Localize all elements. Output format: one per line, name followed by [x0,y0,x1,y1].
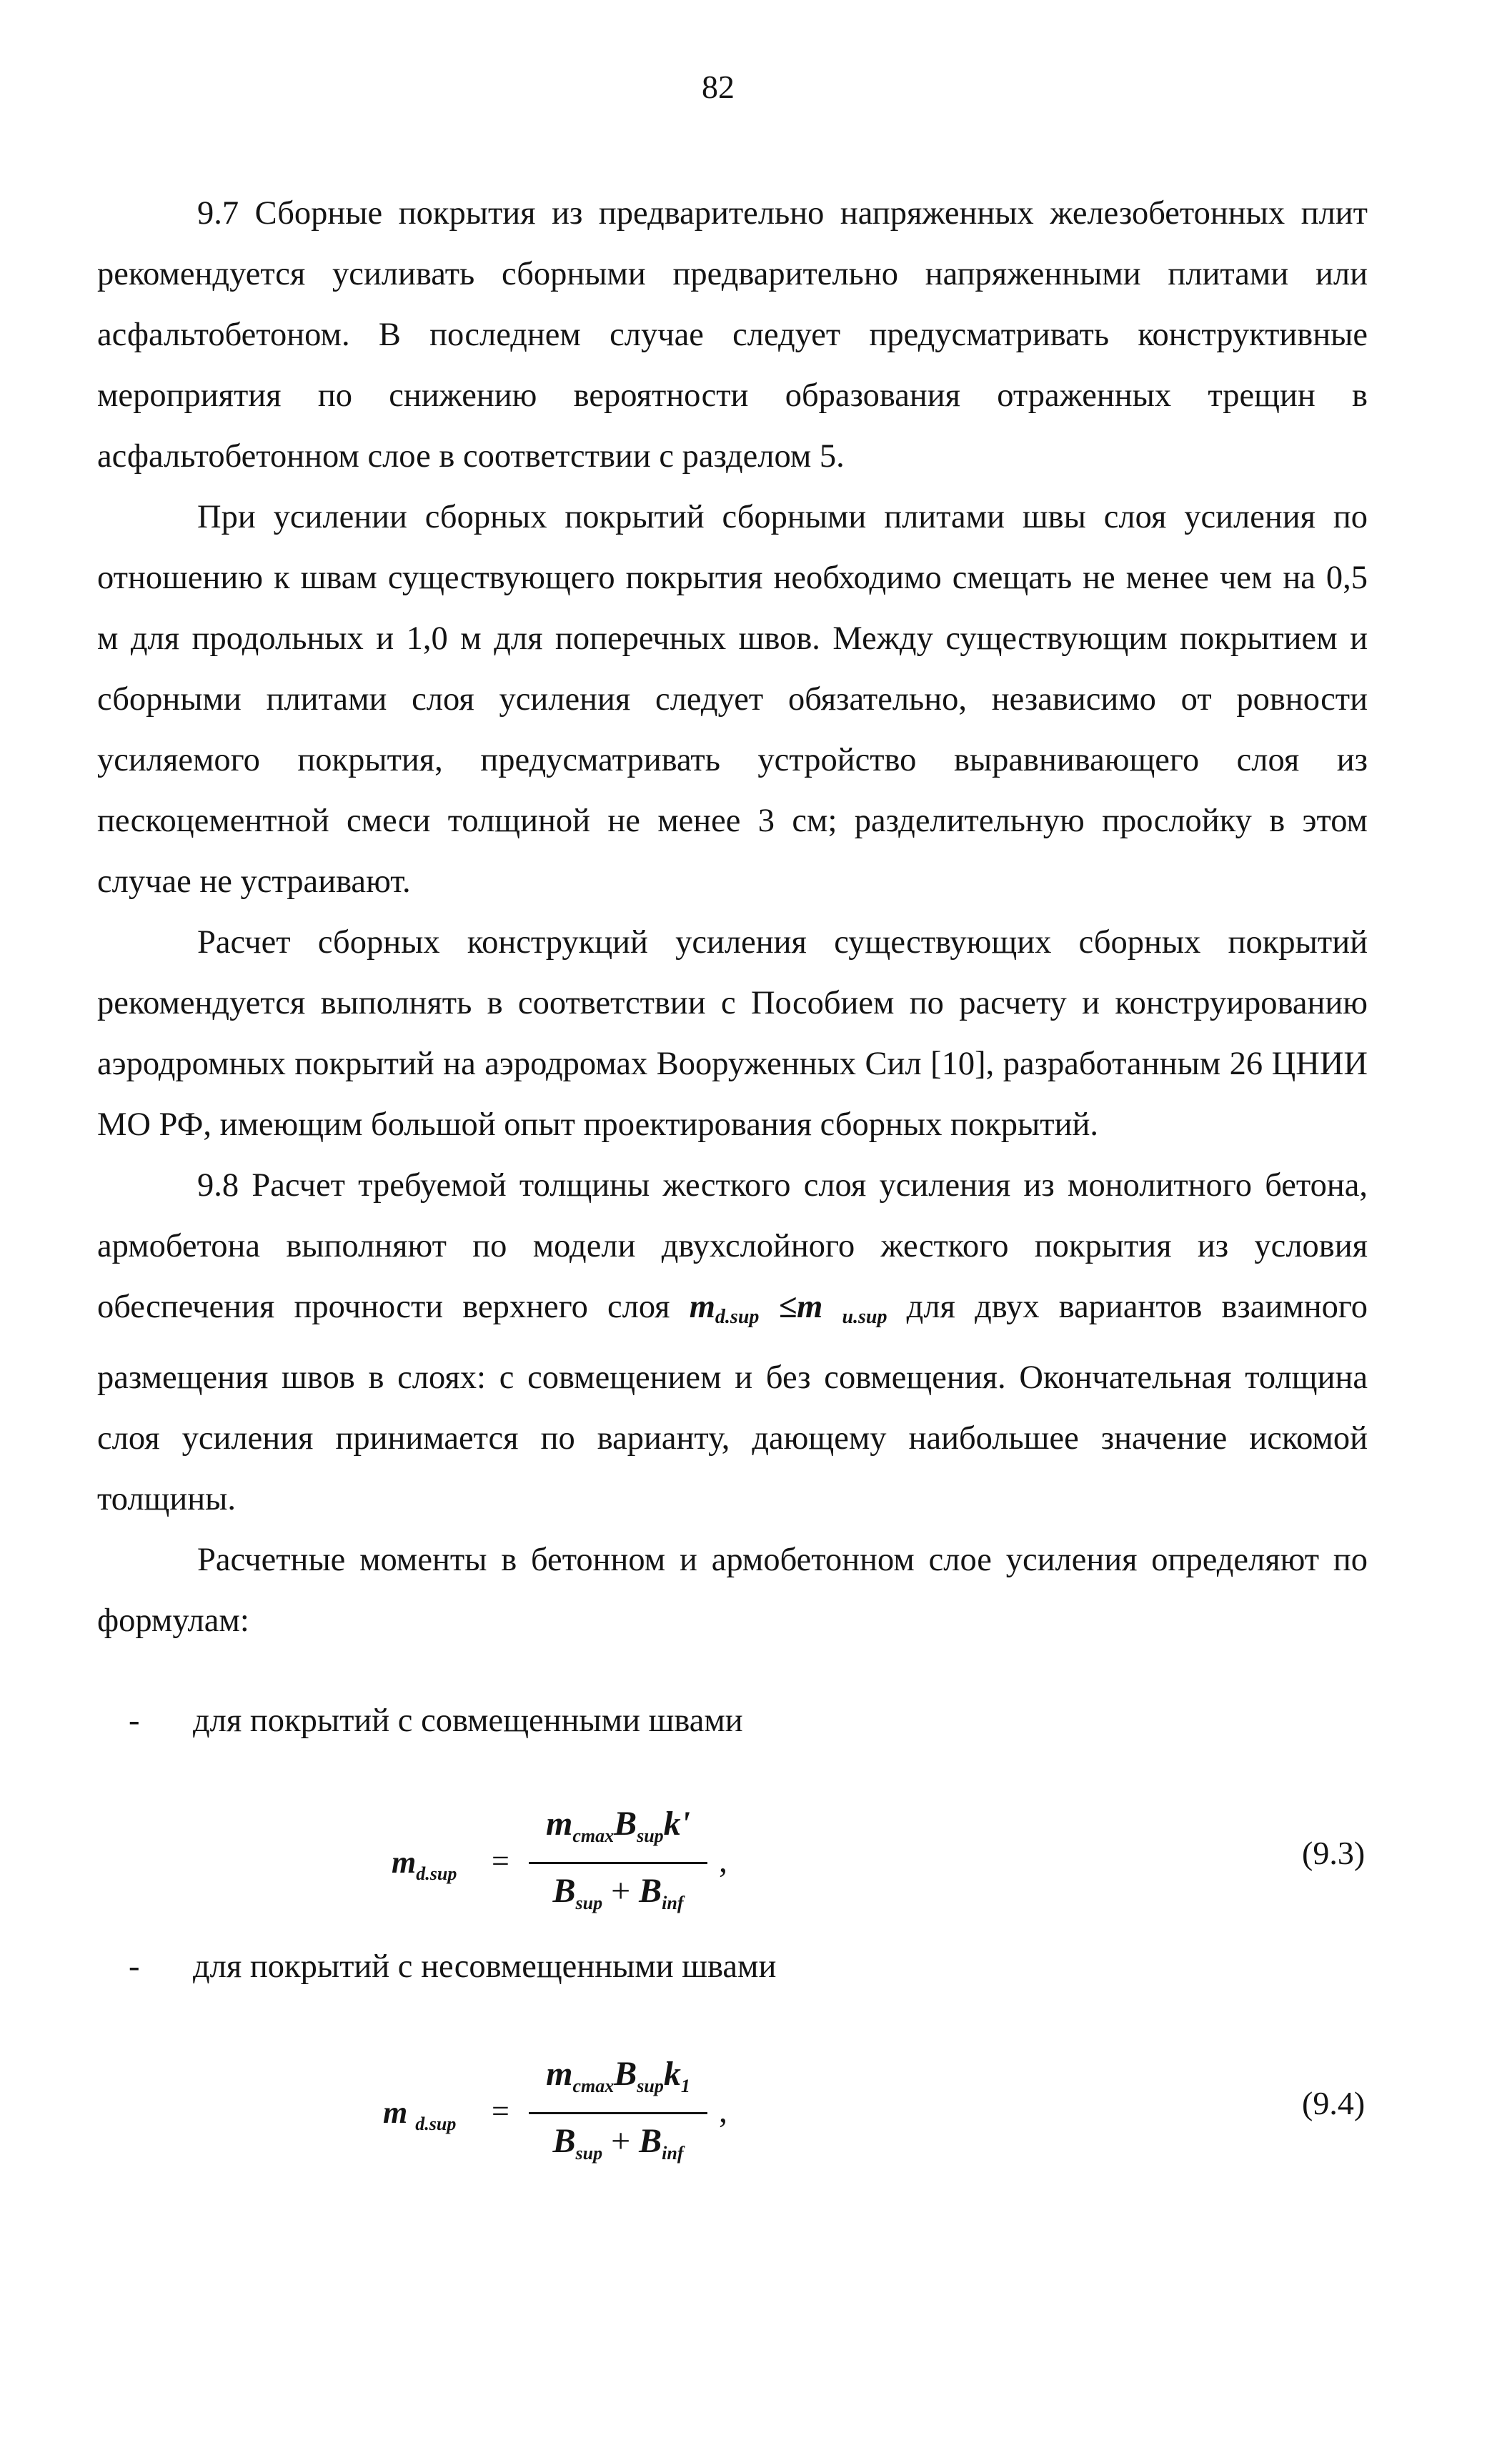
num-m-sub: cmax [572,2076,615,2096]
num-b-sub: sup [637,1825,664,1846]
fraction-bar [529,1862,707,1864]
den-b2-sub: inf [662,2143,684,2164]
paragraph-seams-offset: При усилении сборных покрытий сборными плитами швы слоя усиления по отношению к швам существующего покрытия необходимо смещать не менее чем на 0,5 м для продольных и 1,0 м для поперечных швов. Между существующим покрытием и сборными плитами слоя усиления следует обязательно, независимо от ровности усиляемого покрытия, предусматривать устройство выравнивающего слоя из пескоцементной смеси толщиной не менее 3 см; разделительную прослойку в этом случае не устраивают. [97,499,1368,900]
bullet-dash: - [129,1703,140,1739]
formula-number: (9.4) [1302,2085,1366,2121]
formula-number: (9.3) [1302,1835,1366,1871]
inline-m-d: m [689,1289,715,1325]
inline-m-u-sub: u.sup [842,1306,887,1328]
fraction-bar [529,2112,707,2114]
num-b-sub: sup [637,2076,664,2096]
den-b1: B [552,1872,576,1910]
fraction [529,1801,727,1926]
formula-9-3 [0,1787,1512,1930]
den-b1: B [552,2122,576,2160]
bullet-combined-seams [129,1700,743,1743]
inline-leq: ≤ [778,1289,797,1325]
bullet-noncombined-seams [129,1946,777,1988]
fraction-denominator [529,2119,707,2176]
lhs-subscript: d.sup [416,1863,457,1884]
paragraph-9-8-end: для двух вариантов взаимного размещения швов в слоях: с совмещением и без совмещения. Окончательная толщина слоя усиления принимается по варианту, дающему наибольшее значение искомой толщины. [97,1289,1368,1517]
num-k: k [663,2055,681,2093]
paragraph-precast-calculation: Расчет сборных конструкций усиления существующих сборных покрытий рекомендуется выполнять в соответствии с Пособием по расчету и конструированию аэродромных покрытий на аэродромах Вооруженных Сил [10], разработанным 26 ЦНИИ МО РФ, имеющим большой опыт проектирования сборных покрытий. [97,924,1368,1143]
inline-m-u: m [797,1289,823,1325]
formula-9-4 [0,2037,1512,2180]
den-b2: B [639,1872,662,1910]
formula-comma: , [719,2092,727,2130]
paragraph-9-8-start: 9.8 Расчет требуемой толщины жесткого слоя усиления из монолитного бетона, армобетона выполняют по модели двухслойного жесткого покрытия из условия обеспечения прочности верхнего слоя [97,1167,1368,1325]
num-m: m [545,1805,573,1843]
fraction-numerator [529,2051,707,2109]
page-number: 82 [702,69,735,105]
paragraph-moments-intro: Расчетные моменты в бетонном и армобетонном слое усиления определяют по формулам: [97,1542,1368,1639]
equals-sign: = [492,1843,509,1878]
inline-formula-condition [689,1289,887,1328]
bullet-text: для покрытий с совмещенными швами [193,1703,743,1739]
lhs-symbol: m [392,1845,417,1880]
lhs-symbol: m [383,2095,408,2130]
den-b1-sub: sup [575,1893,603,1913]
body-text [97,183,1368,1651]
num-m-sub: cmax [572,1825,615,1846]
fraction-denominator [529,1868,707,1926]
formula-lhs [392,1844,457,1885]
den-b1-sub: sup [575,2143,603,2164]
den-plus: + [611,1872,631,1910]
fraction-numerator [529,1801,707,1859]
inline-m-d-sub: d.sup [715,1306,760,1328]
num-m: m [546,2055,573,2093]
bullet-text: для покрытий с несовмещенными швами [193,1948,777,1985]
num-b: B [614,1805,637,1843]
fraction [529,2051,727,2176]
equals-sign: = [492,2093,509,2129]
num-k: k' [663,1805,691,1843]
bullet-dash: - [129,1948,140,1985]
num-k-sub: 1 [680,2076,690,2096]
formula-lhs [383,2094,456,2135]
paragraph-9-8 [97,1155,1368,1530]
formula-comma: , [719,1842,727,1880]
den-plus: + [611,2122,631,2160]
paragraph-9-7: 9.7 Сборные покрытия из предварительно напряженных железобетонных плит рекомендуется усиливать сборными предварительно напряженными плитами или асфальтобетоном. В последнем случае следует предусматривать конструктивные мероприятия по снижению вероятности образования отраженных трещин в асфальтобетонном слое в соответствии с разделом 5. [97,195,1368,475]
lhs-subscript: d.sup [415,2114,457,2134]
den-b2: B [639,2122,662,2160]
num-b: B [614,2055,637,2093]
den-b2-sub: inf [662,1893,684,1913]
